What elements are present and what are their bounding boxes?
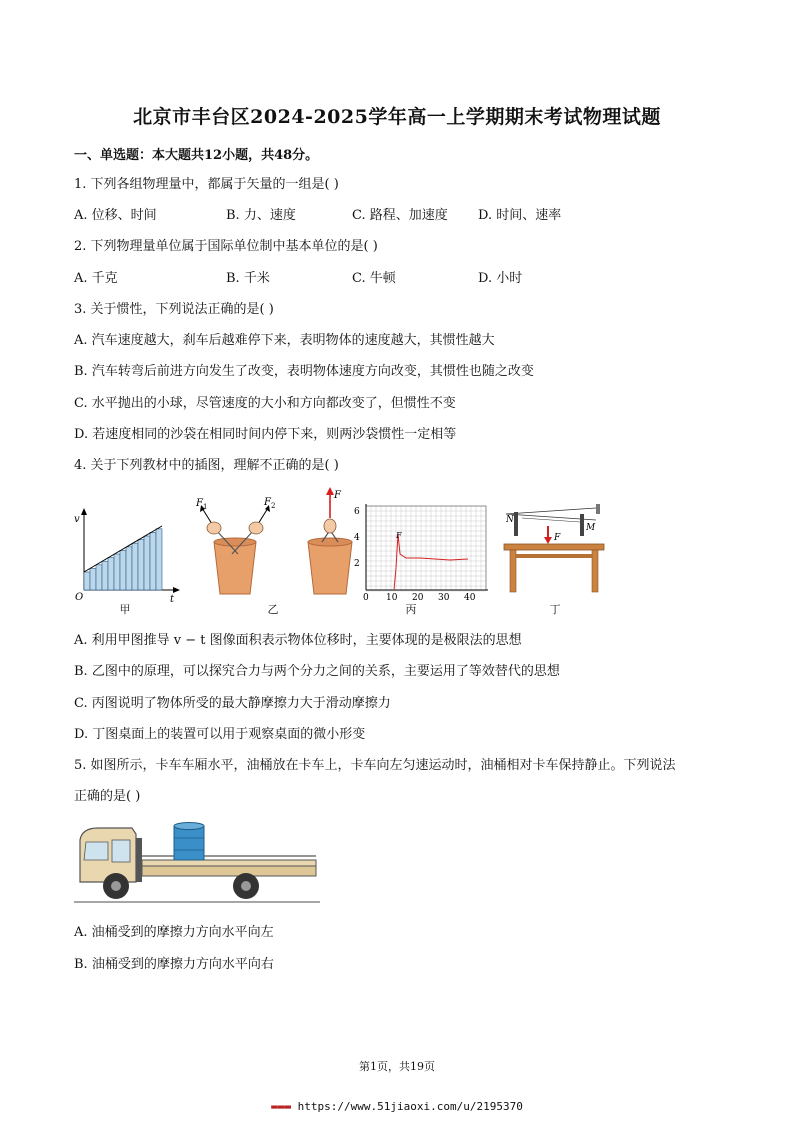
yi-f2-subscript: 2 xyxy=(271,502,276,510)
q3-stem: 3. 关于惯性，下列说法正确的是( ) xyxy=(74,302,274,317)
q5-stem-line2: 正确的是( ) xyxy=(74,789,141,804)
jia-step-bar xyxy=(144,536,150,590)
section-heading: 一、单选题：本大题共12小题，共48分。 xyxy=(74,148,319,163)
bing-xtick-40: 40 xyxy=(464,593,476,602)
q4-option-d: D. 丁图桌面上的装置可以用于观察桌面的微小形变 xyxy=(74,727,366,742)
ding-n-label: N xyxy=(506,515,514,525)
watermark-url: https://www.51jiaoxi.com/u/2195370 xyxy=(297,1100,523,1113)
q4-option-c: C. 丙图说明了物体所受的最大静摩擦力大于滑动摩擦力 xyxy=(74,696,391,711)
q3-option-c: C. 水平抛出的小球，尽管速度的大小和方向都改变了，但惯性不变 xyxy=(74,396,456,411)
q5-option-a: A. 油桶受到的摩擦力方向水平向左 xyxy=(74,925,274,940)
q4-option-a: A. 利用甲图推导 v − t 图像面积表示物体位移时，主要体现的是极限法的思想 xyxy=(74,633,522,648)
bing-xtick-20: 20 xyxy=(412,593,424,602)
q3-option-a: A. 汽车速度越大，刹车后越难停下来，表明物体的速度越大，其惯性越大 xyxy=(74,333,495,348)
bing-xtick-30: 30 xyxy=(438,593,450,602)
jia-step-bar xyxy=(156,529,162,590)
figure-ding-caption: 丁 xyxy=(549,603,561,616)
page-footer: 第1页，共19页 xyxy=(359,1060,435,1073)
q5-stem-line1: 5. 如图所示，卡车车厢水平，油桶放在卡车上，卡车向左匀速运动时，油桶相对卡车保持静止。下列说法 xyxy=(74,758,676,773)
figure-truck-with-barrel xyxy=(74,820,320,908)
bing-xtick-10: 10 xyxy=(386,593,398,602)
q2-option-c: C. 牛顿 xyxy=(352,271,396,286)
bing-ytick-2: 2 xyxy=(354,559,360,569)
jia-step-bar xyxy=(126,547,132,590)
q1-stem: 1. 下列各组物理量中，都属于矢量的一组是( ) xyxy=(74,177,339,192)
page-title: 北京市丰台区2024-2025学年高一上学期期末考试物理试题 xyxy=(133,106,661,128)
single-f-label: F xyxy=(334,490,341,501)
figure-yi-bucket-two-forces xyxy=(192,494,278,598)
watermark-link[interactable] xyxy=(0,1100,794,1113)
figure-ding-table-mirrors xyxy=(500,500,612,596)
jia-step-bar xyxy=(150,532,156,590)
jia-step-bar xyxy=(120,550,126,590)
bing-xtick-0: 0 xyxy=(363,593,369,602)
figure-yi-caption: 乙 xyxy=(267,603,279,616)
jia-step-bar xyxy=(96,565,102,590)
bing-ff-label: F xyxy=(396,531,402,540)
q3-option-b: B. 汽车转弯后前进方向发生了改变，表明物体速度方向改变，其惯性也随之改变 xyxy=(74,364,534,379)
jia-step-bar xyxy=(108,558,114,590)
q1-option-c: C. 路程、加速度 xyxy=(352,208,448,223)
q4-option-b: B. 乙图中的原理，可以探究合力与两个分力之间的关系，主要运用了等效替代的思想 xyxy=(74,664,560,679)
jia-step-bar xyxy=(132,543,138,590)
q4-stem: 4. 关于下列教材中的插图，理解不正确的是( ) xyxy=(74,458,339,473)
jia-step-bar xyxy=(102,561,108,590)
figure-jia-vt-graph xyxy=(70,506,182,602)
figure-bing-caption: 丙 xyxy=(405,603,417,616)
figure-jia-caption: 甲 xyxy=(119,603,131,616)
jia-step-bar xyxy=(114,554,120,590)
yi-f1-subscript: 1 xyxy=(203,503,208,511)
q2-option-d: D. 小时 xyxy=(478,271,523,286)
q2-option-b: B. 千米 xyxy=(226,271,270,286)
q1-option-b: B. 力、速度 xyxy=(226,208,296,223)
jia-v-label: v xyxy=(74,514,80,525)
jia-origin-label: O xyxy=(75,592,84,602)
bing-ytick-4: 4 xyxy=(354,533,360,543)
q1-option-d: D. 时间、速率 xyxy=(478,208,562,223)
bing-ytick-6: 6 xyxy=(354,507,360,517)
ding-f-label: F xyxy=(554,533,561,543)
jia-t-label: t xyxy=(170,594,175,602)
q2-option-a: A. 千克 xyxy=(74,271,118,286)
q1-option-a: A. 位移、时间 xyxy=(74,208,157,223)
jia-step-bar xyxy=(138,540,144,590)
yi-f2-label: F xyxy=(264,497,271,508)
jia-step-bar xyxy=(90,568,96,590)
jia-step-bar xyxy=(84,572,90,590)
ding-m-label: M xyxy=(586,523,596,533)
q3-option-d: D. 若速度相同的沙袋在相同时间内停下来，则两沙袋惯性一定相等 xyxy=(74,427,457,442)
watermark-icon: ▬▬▬ xyxy=(271,1100,298,1113)
yi-f1-label: F xyxy=(196,498,203,509)
q2-stem: 2. 下列物理量单位属于国际单位制中基本单位的是( ) xyxy=(74,239,378,254)
figure-bing-friction-graph xyxy=(350,502,492,602)
q5-option-b: B. 油桶受到的摩擦力方向水平向右 xyxy=(74,957,274,972)
